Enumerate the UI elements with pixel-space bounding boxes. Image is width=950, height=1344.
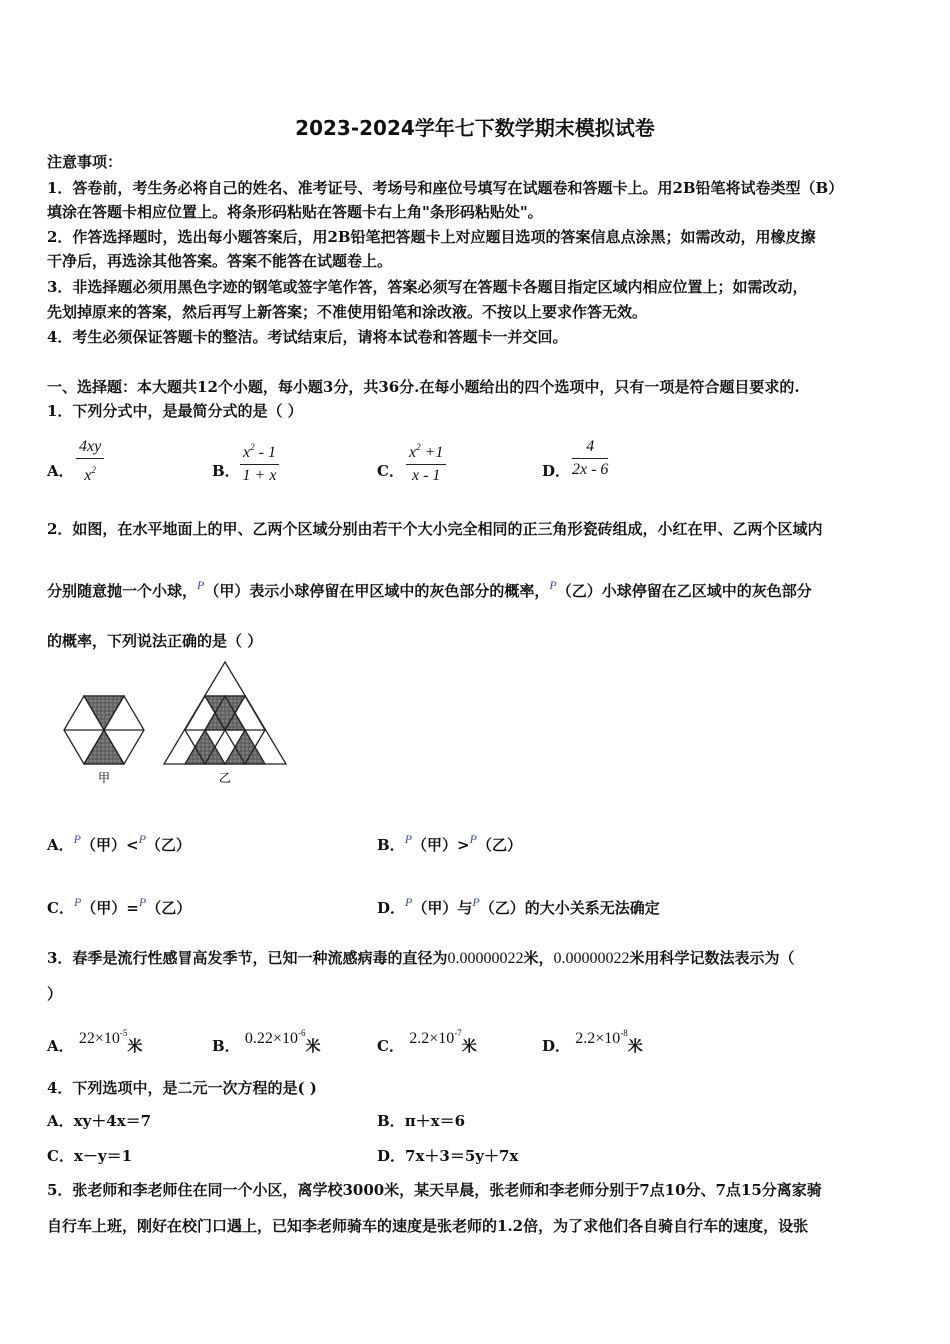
- numerator: $x^2 +1$: [406, 436, 446, 465]
- q1-option-d-fraction: [572, 436, 608, 481]
- q4-option-d: D．7x＋3＝5y＋7x: [377, 1147, 519, 1165]
- question-5-line: 自行车上班，刚好在校门口遇上，已知李老师骑车的速度是张老师的1.2倍，为了求他们各自骑自行车的速度，设张: [47, 1217, 809, 1235]
- q1-option-b-label: B．: [212, 462, 240, 480]
- section-heading: 一、选择题：本大题共12个小题，每小题3分，共36分.在每小题给出的四个选项中，只有一项是符合题目要求的.: [47, 378, 800, 396]
- q3-option-a: A． $22\times 10^{-5}$米: [47, 1028, 143, 1055]
- notice-line: 4．考生必须保证答题卡的整洁。考试结束后，请将本试卷和答题卡一并交回。: [47, 328, 568, 346]
- question-5-line: 5．张老师和李老师住在同一个小区，离学校3000米，某天早晨，张老师和李老师分别于7点10分、7点15分离家骑: [47, 1181, 822, 1199]
- numerator: 4: [572, 436, 608, 459]
- q1-option-a-fraction: [76, 436, 104, 487]
- q2-option-c: C．$^P$（甲）=$^P$（乙）: [47, 895, 192, 917]
- q1-option-b-fraction: [240, 436, 279, 487]
- denominator: $x^2$: [84, 465, 96, 484]
- label-jia: 甲: [98, 771, 111, 785]
- notice-line: 干净后，再选涂其他答案。答案不能答在试题卷上。: [47, 252, 393, 270]
- question-2-line: 分别随意抛一个小球，$^P$（甲）表示小球停留在甲区域中的灰色部分的概率，$^P$（乙）小球停留在乙区域中的灰色部分: [47, 578, 812, 600]
- numerator: $x^2 - 1$: [240, 436, 279, 465]
- triangle-tiles-figure: [62, 660, 292, 788]
- question-2-line: 2．如图，在水平地面上的甲、乙两个区域分别由若干个大小完全相同的正三角形瓷砖组成，小红在甲、乙两个区域内: [47, 520, 823, 538]
- question-3-line: ）: [47, 985, 63, 1003]
- q3-option-c: C． $2.2\times 10^{-7}$米: [377, 1028, 477, 1055]
- notice-line: 1．答卷前，考生务必将自己的姓名、准考证号、考场号和座位号填写在试题卷和答题卡上。用2B铅笔将试卷类型（B）: [47, 179, 844, 197]
- q2-option-d: D．$^P$（甲）与$^P$（乙）的大小关系无法确定: [377, 895, 660, 917]
- q2-option-a: A．$^P$（甲）<$^P$（乙）: [47, 832, 191, 854]
- notice-line: 3．非选择题必须用黑色字迹的钢笔或签字笔作答，答案必须写在答题卡各题目指定区域内相应位置上；如需改动，: [47, 278, 808, 296]
- q1-option-c-fraction: [406, 436, 446, 487]
- notice-line: 2．作答选择题时，选出每小题答案后，用2B铅笔把答题卡上对应题目选项的答案信息点涂黑；如需改动，用橡皮擦: [47, 228, 816, 246]
- notice-line: 先划掉原来的答案，然后再写上新答案；不准使用铅笔和涂改液。不按以上要求作答无效。: [47, 303, 648, 321]
- q2-option-b: B．$^P$（甲）>$^P$（乙）: [377, 832, 522, 854]
- question-4-stem: 4．下列选项中，是二元一次方程的是( ): [47, 1079, 317, 1097]
- label-yi: 乙: [219, 771, 232, 785]
- denominator: 1 + x: [242, 467, 277, 484]
- question-1-stem: 1．下列分式中，是最简分式的是（ ）: [47, 402, 303, 420]
- notice-heading: 注意事项：: [47, 153, 123, 171]
- question-3-line: 3．春季是流行性感冒高发季节，已知一种流感病毒的直径为0.00000022米，0.00000022米用科学记数法表示为（: [47, 949, 795, 967]
- q3-option-d: D． $2.2\times 10^{-8}$米: [542, 1028, 643, 1055]
- q1-option-a-label: A．: [47, 462, 74, 480]
- notice-line: 填涂在答题卡相应位置上。将条形码粘贴在答题卡右上角"条形码粘贴处"。: [47, 203, 543, 221]
- q4-option-c: C．x－y＝1: [47, 1147, 133, 1165]
- denominator: 2x - 6: [572, 461, 609, 478]
- q4-option-b: B．π＋x＝6: [377, 1112, 466, 1130]
- page-title: 2023-2024学年七下数学期末模拟试卷: [295, 116, 655, 140]
- region-jia: [64, 696, 144, 764]
- numerator: 4xy: [76, 436, 104, 459]
- q1-option-d-label: D．: [542, 462, 571, 480]
- region-yi: [164, 662, 286, 764]
- question-2-line: 的概率，下列说法正确的是（ ）: [47, 632, 263, 650]
- denominator: x - 1: [411, 467, 441, 484]
- q4-option-a: A．xy＋4x＝7: [47, 1112, 152, 1130]
- q3-option-b: B． $0.22\times 10^{-6}$米: [212, 1028, 321, 1055]
- q1-option-c-label: C．: [377, 462, 404, 480]
